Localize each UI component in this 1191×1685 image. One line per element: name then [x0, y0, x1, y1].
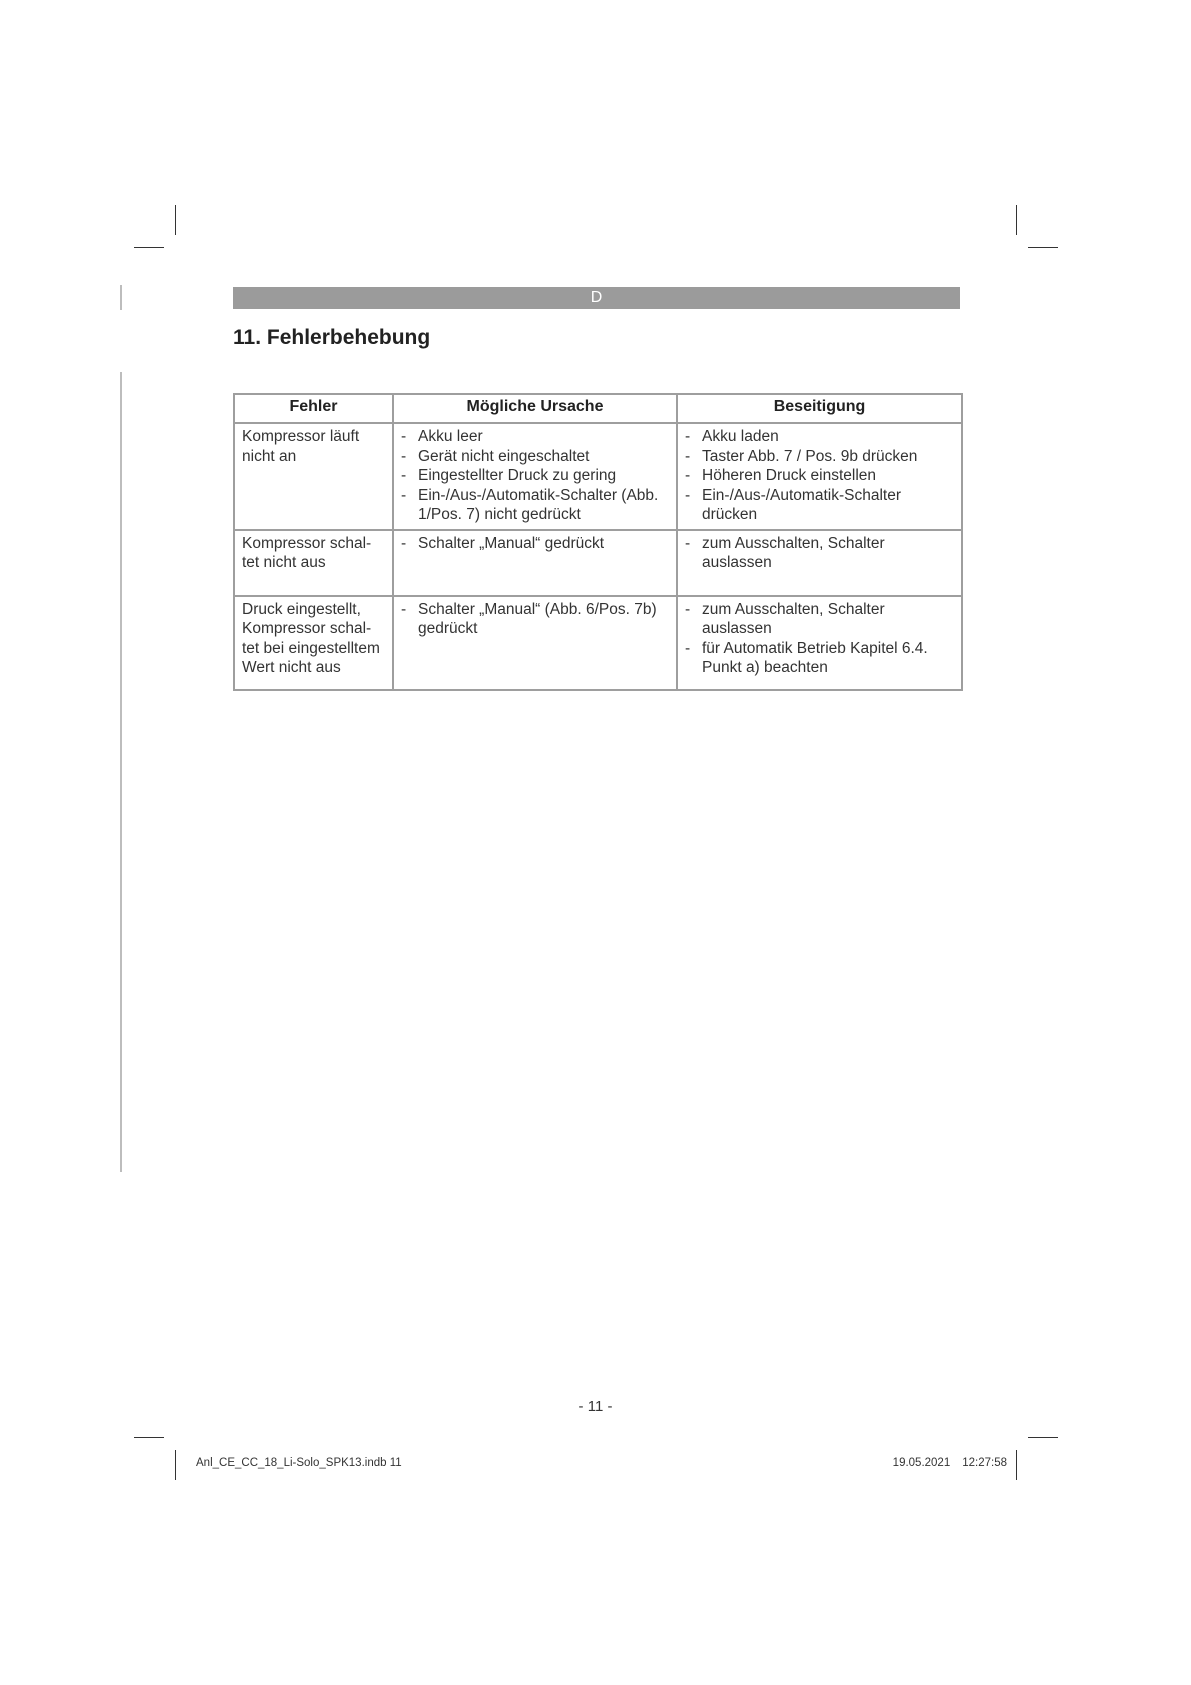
remedy-list — [685, 600, 955, 678]
language-header-bar — [233, 287, 960, 309]
table-header-row — [234, 394, 962, 423]
list-item: - Höheren Druck einstellen — [685, 466, 955, 486]
cause-list — [401, 534, 670, 554]
page-number: - 11 - — [578, 1398, 613, 1415]
footer-timestamp — [893, 1457, 1007, 1469]
cause-list — [401, 427, 670, 525]
list-item: - Taster Abb. 7 / Pos. 9b drücken — [685, 447, 955, 467]
troubleshooting-table — [233, 393, 963, 691]
remedy-list — [685, 534, 955, 573]
list-item: - Ein-/Aus-/Automatik-Schalter (Abb. 1/Pos. 7) nicht gedrückt — [401, 486, 670, 525]
remedy-cell — [677, 530, 962, 596]
list-item: - Akku leer — [401, 427, 670, 447]
list-item: - Ein-/Aus-/Automatik-Schalter drücken — [685, 486, 955, 525]
remedy-list — [685, 427, 955, 525]
table-row — [234, 423, 962, 530]
section-title: 11. Fehlerbehebung — [233, 326, 431, 349]
fault-cell: Druck eingestellt, Kompressor schal-tet bei eingestelltem Wert nicht aus — [234, 596, 393, 690]
footer-time: 12:27:58 — [962, 1457, 1007, 1469]
column-header-fault: Fehler — [234, 394, 393, 423]
crop-mark — [175, 205, 176, 235]
margin-bar — [120, 285, 122, 310]
crop-mark — [1028, 247, 1058, 248]
list-item: - zum Ausschalten, Schalter auslassen — [685, 600, 955, 639]
crop-mark — [1016, 205, 1017, 235]
crop-mark — [1028, 1437, 1058, 1438]
cause-cell — [393, 596, 677, 690]
list-item: - Gerät nicht eingeschaltet — [401, 447, 670, 467]
footer-file-name: Anl_CE_CC_18_Li-Solo_SPK13.indb 11 — [196, 1457, 402, 1469]
cause-list — [401, 600, 670, 639]
list-item: - Schalter „Manual“ (Abb. 6/Pos. 7b) gedrückt — [401, 600, 670, 639]
list-item: - zum Ausschalten, Schalter auslassen — [685, 534, 955, 573]
crop-mark — [134, 1437, 164, 1438]
fault-cell: Kompressor läuft nicht an — [234, 423, 393, 530]
column-header-cause: Mögliche Ursache — [393, 394, 677, 423]
cause-cell — [393, 530, 677, 596]
list-item: - Akku laden — [685, 427, 955, 447]
table-row — [234, 596, 962, 690]
crop-mark — [175, 1450, 176, 1480]
crop-mark — [134, 247, 164, 248]
cause-cell — [393, 423, 677, 530]
margin-bar — [120, 372, 122, 1172]
remedy-cell — [677, 423, 962, 530]
list-item: - Schalter „Manual“ gedrückt — [401, 534, 670, 554]
list-item: - Eingestellter Druck zu gering — [401, 466, 670, 486]
crop-mark — [1016, 1450, 1017, 1480]
footer-date: 19.05.2021 — [892, 1457, 951, 1469]
table-row — [234, 530, 962, 596]
remedy-cell — [677, 596, 962, 690]
fault-cell: Kompressor schal-tet nicht aus — [234, 530, 393, 596]
language-code: D — [590, 289, 603, 306]
list-item: - für Automatik Betrieb Kapitel 6.4. Punkt a) beachten — [685, 639, 955, 678]
column-header-remedy: Beseitigung — [677, 394, 962, 423]
